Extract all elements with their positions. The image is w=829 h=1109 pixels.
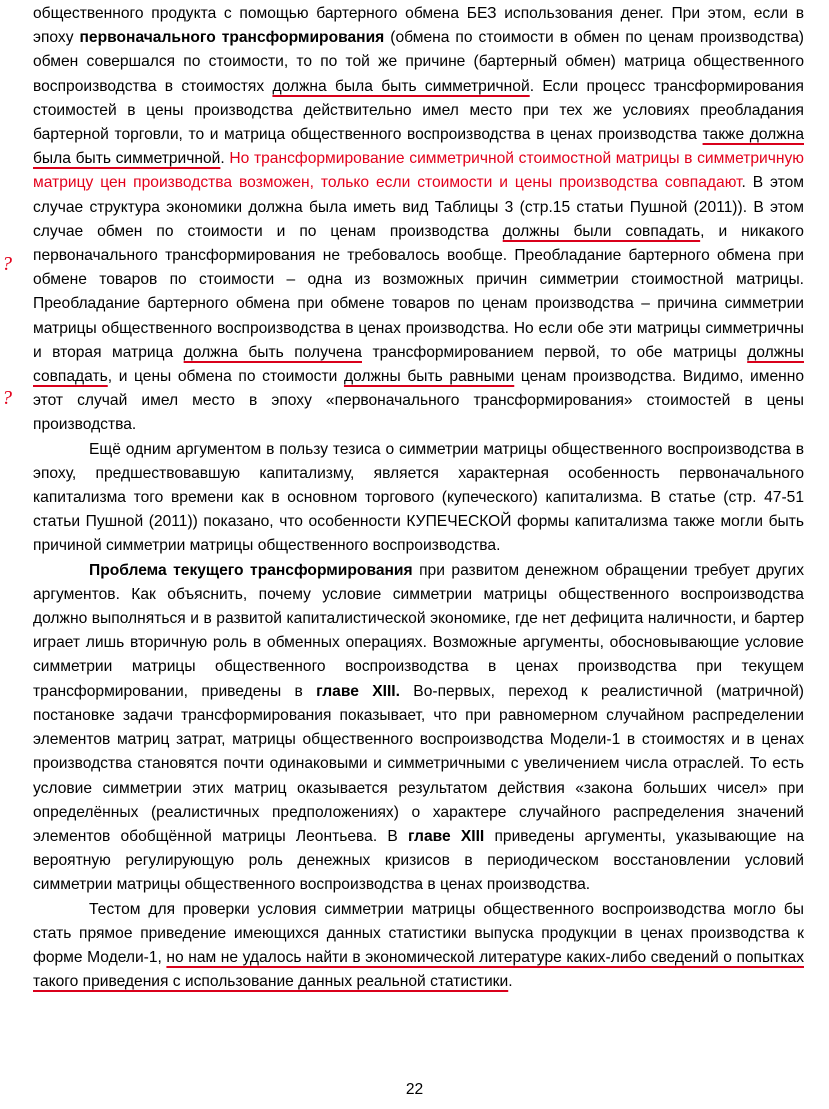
paragraph-1: общественного продукта с помощью бартерного обмена БЕЗ использования денег. При этом, если в эпоху первоначального трансформирования (обмена по стоимости в обмен по ценам производства) обмен совершался по стоимости, то по той же причине (бартерный обмен) матрица общественного воспроизводства в стоимостях должна была быть симметричной. Если процесс трансформирования стоимостей в цены производства действительно имел место при тех же условиях преобладания бартерной торговли, то и матрица общественного воспроизводства в ценах производства также должна была быть симметричной. Но трансформирование симметричной стоимостной матрицы в симметричную матрицу цен производства возможен, только если стоимости и цены производства совпадают. В этом случае структура экономики должна была иметь вид Таблицы 3 (стр.15 статьи Пушной (2011)). В этом случае обмен по стоимости и по ценам производства должны были совпадать, и никакого первоначального трансформирования не требовалось вообще. Преобладание бартерного обмена при обмене товаров по стоимости – одна из возможных причин симметрии стоимостной матрицы. Преобладание бартерного обмена при обмене товаров по ценам производства – причина симметрии матрицы общественного воспроизводства в ценах производства. Но если обе эти матрицы симметричны и вторая матрица должна быть получена трансформированием первой, то обе матрицы должны совпадать, и цены обмена по стоимости должны быть равными ценам производства. Видимо, именно этот случай имел место в эпоху «первоначального трансформирования» стоимостей в цены производства. xyxy=(33,5,805,434)
document-page xyxy=(33,2,804,994)
underlined-phrase: но нам не удалось найти в экономической литературе каких-либо сведений о попытках такого приведения с использование данных реальной статистики xyxy=(33,948,804,991)
underlined-phrase: должны быть равными xyxy=(343,368,515,386)
underlined-phrase: должны совпадать xyxy=(33,343,804,386)
paragraph-3: Проблема текущего трансформирования при развитом денежном обращении требует других аргументов. Как объяснить, почему условие симметрии матрицы общественного воспроизводства должно выполняться и в развитой капиталистической экономике, где нет дефицита наличности, и бартер играет лишь вторичную роль в обменных операциях. Возможные аргументы, обосновывающие условие симметрии матрицы общественного воспроизводства в ценах производства при текущем трансформировании, приведены в главе XIII. Во-первых, переход к реалистичной (матричной) постановке задачи трансформирования показывает, что при равномерном случайном распределении элементов матриц затрат, матрицы общественного воспроизводства Модели-1 в стоимостях и в ценах производства становятся почти одинаковыми и симметричными с увеличением числа отраслей. То есть условие симметрии этих матриц оказывается результатом действия «закона больших чисел» при определённых (реалистичных предположениях) о характере случайного распределения значений элементов обобщённой матрицы Леонтьева. В главе XIII приведены аргументы, указывающие на вероятную регулирующую роль денежных кризисов в периодическом восстановлении условий симметрии матрицы общественного воспроизводства в ценах производства. xyxy=(33,561,805,894)
page-number: 22 xyxy=(405,1081,424,1098)
underlined-phrase: также должна была быть симметричной xyxy=(33,126,804,168)
underlined-phrase: должны были совпадать xyxy=(502,222,701,240)
paragraph-2: Ещё одним аргументом в пользу тезиса о симметрии матрицы общественного воспроизводства в эпоху, предшествовавшую капитализму, является характерная особенность первоначального капитализма того времени как в основном торгового (купеческого) капитализма. В статье (стр. 47-51 статьи Пушной (2011)) показано, что особенности КУПЕЧЕСКОЙ формы капитализма также могли быть причиной симметрии матрицы общественного воспроизводства. xyxy=(33,440,804,555)
underlined-phrase: должна была быть симметричной xyxy=(272,77,530,95)
underlined-phrase: должна быть получена xyxy=(183,343,362,361)
question-mark-annotation: ? xyxy=(2,253,12,275)
red-highlighted-text: Но трансформирование симметричной стоимостной матрицы в симметричную матрицу цен производства возможен, только если стоимости и цены производства совпадают xyxy=(33,150,804,192)
paragraph-4: Тестом для проверки условия симметрии матрицы общественного воспроизводства могло бы стать прямое приведение имеющихся данных статистики выпуска продукции в ценах производства к форме Модели-1, но нам не удалось найти в экономической литературе каких-либо сведений о попытках такого приведения с использование данных реальной статистики. xyxy=(33,900,804,991)
question-mark-annotation: ? xyxy=(2,387,12,409)
